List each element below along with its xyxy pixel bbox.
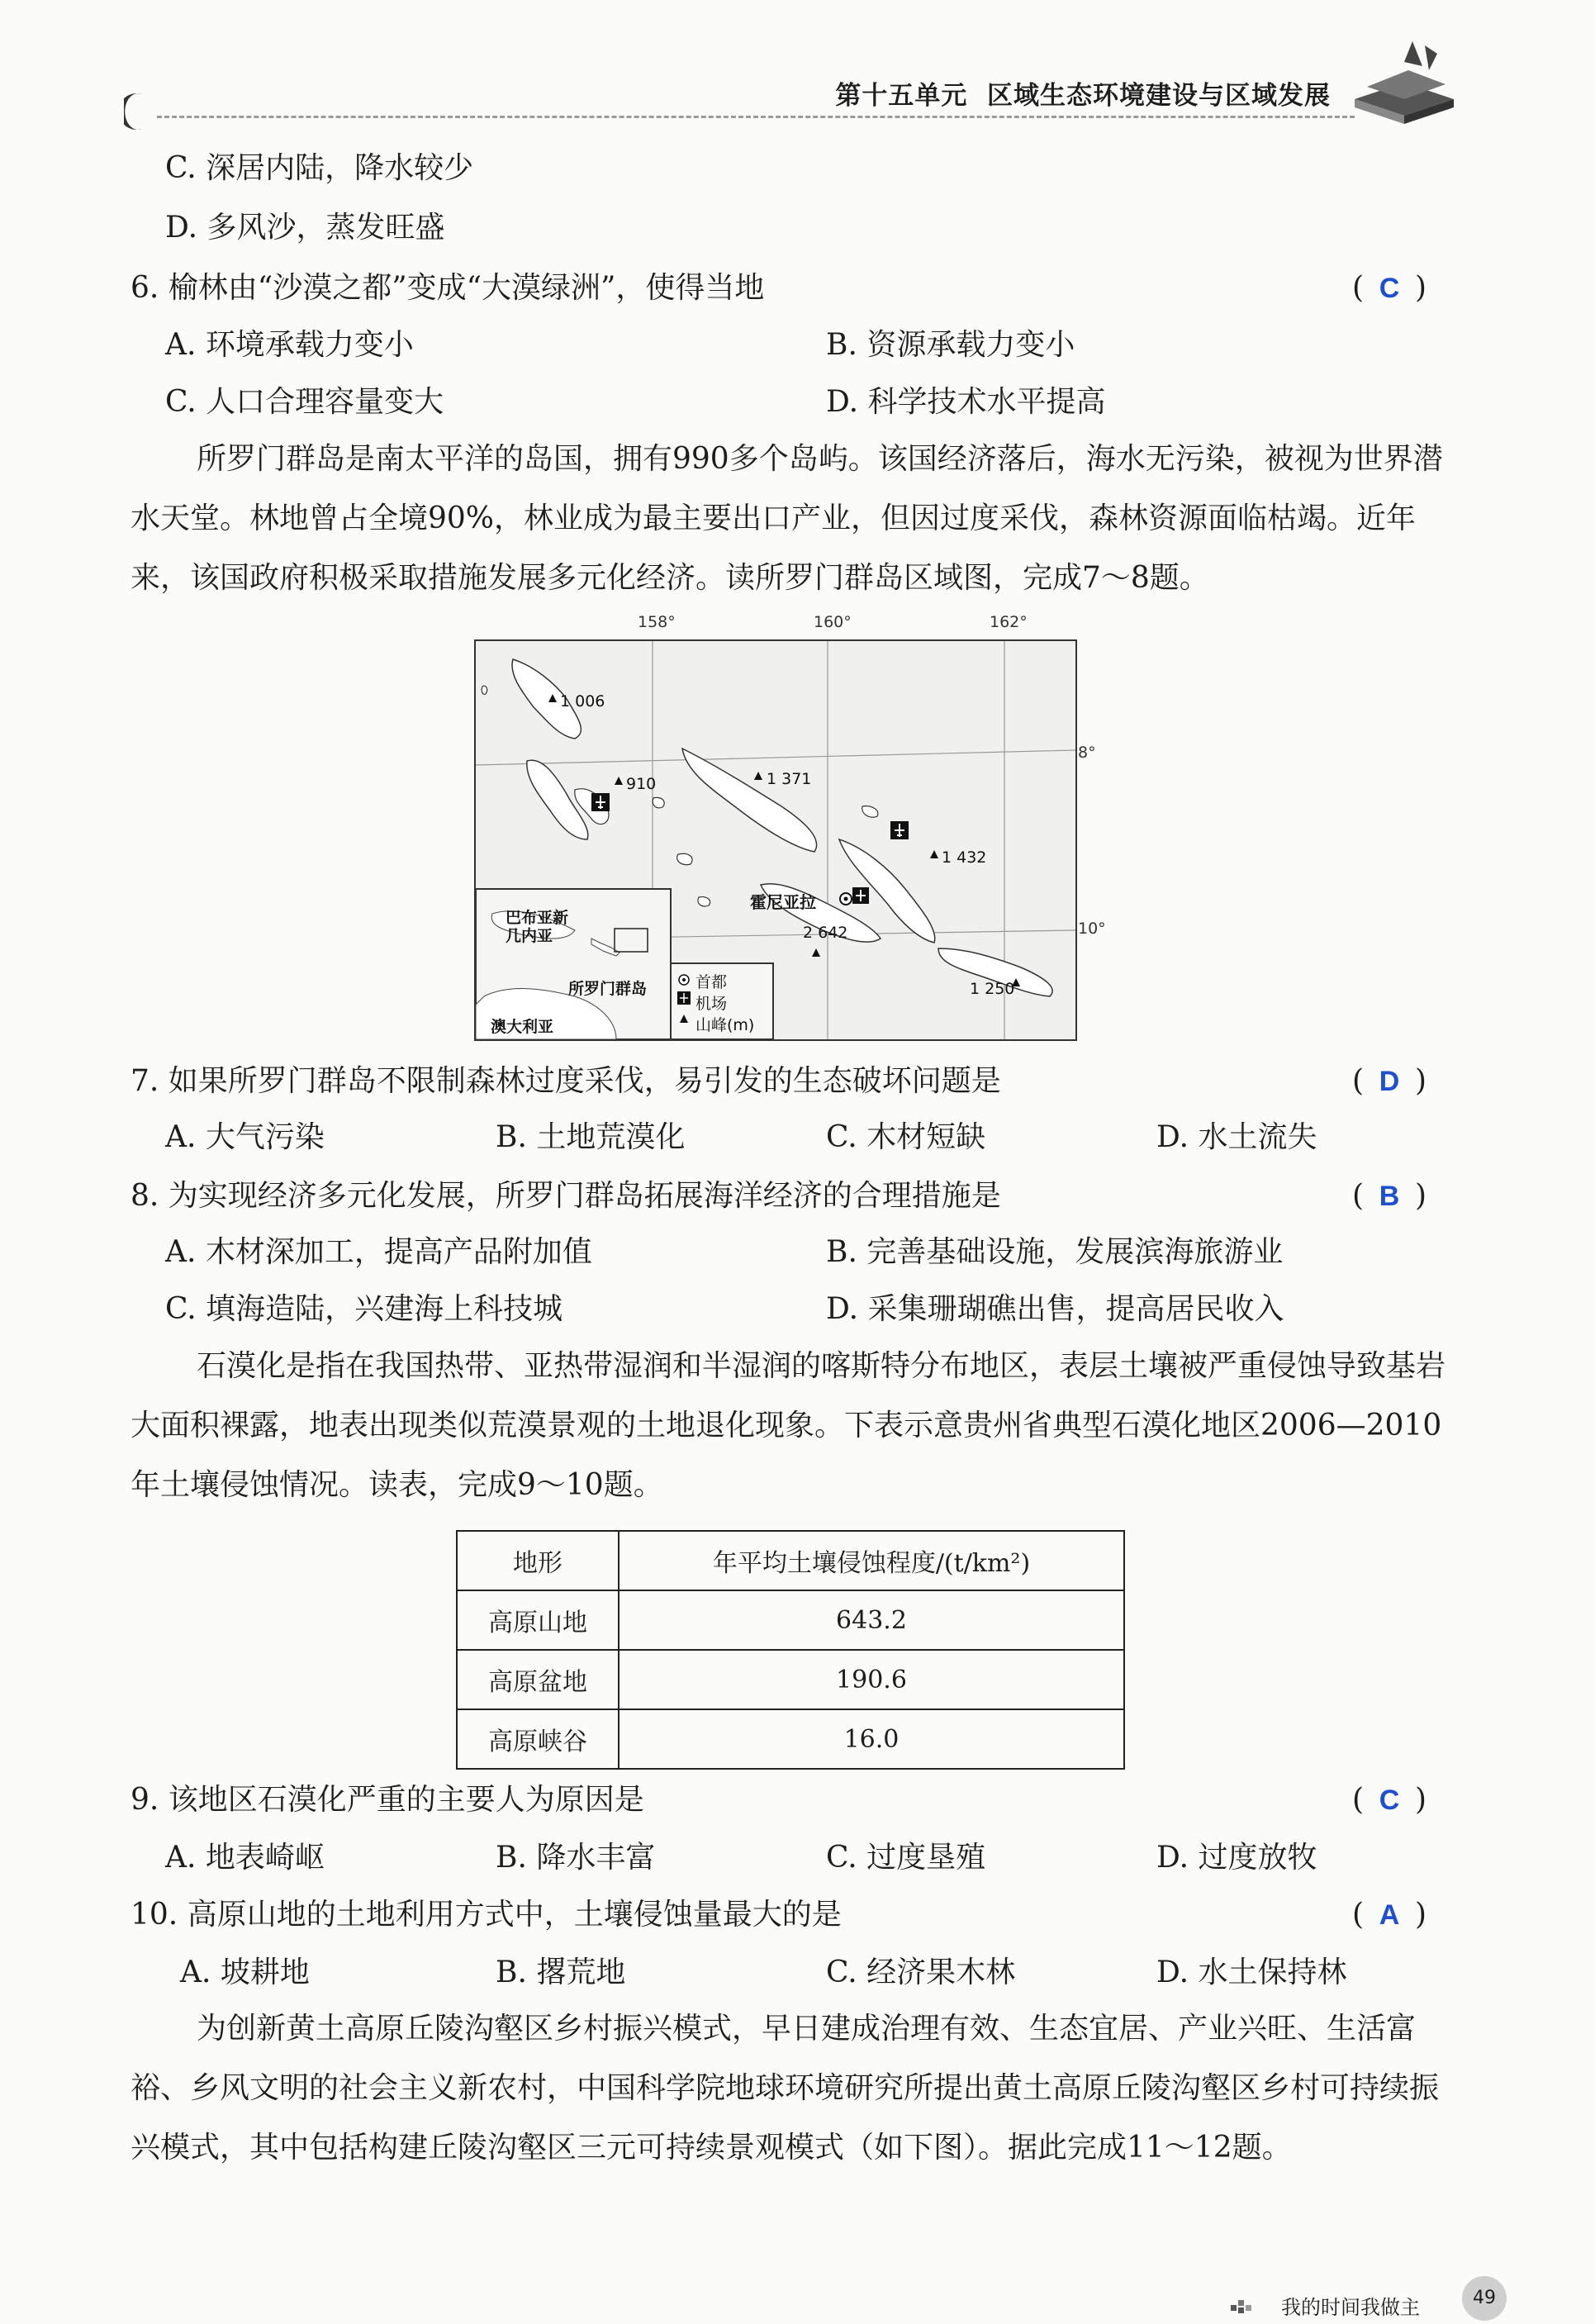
table-cell: 190.6: [619, 1650, 1124, 1709]
q5-option-c: C. 深居内陆，降水较少: [165, 151, 474, 185]
q7-option-b: B. 土地荒漠化: [496, 1120, 686, 1154]
q10-answer-value: A: [1379, 1899, 1400, 1931]
books-icon: [1346, 33, 1462, 132]
legend-capital: 首都: [695, 973, 728, 991]
q9-option-a: A. 地表崎岖: [165, 1841, 325, 1875]
q8-answer-value: B: [1379, 1181, 1400, 1212]
q9-option-b: B. 降水丰富: [496, 1841, 656, 1875]
q10-stem: 10. 高原山地的土地利用方式中，土壤侵蚀量最大的是: [131, 1898, 842, 1932]
q6-option-a: A. 环境承载力变小: [165, 328, 414, 362]
table-cell: 高原盆地: [457, 1650, 619, 1709]
q9-option-c: C. 过度垦殖: [826, 1841, 986, 1875]
passage-karst: 石漠化是指在我国热带、亚热带湿润和半湿润的喀斯特分布地区，表层土壤被严重侵蚀导致基岩大面积裸露，地表出现类似荒漠景观的土地退化现象。下表示意贵州省典型石漠化地区2006—2010年土壤侵蚀情况。读表，完成9～10题。: [131, 1349, 1446, 1502]
table-header-row: [457, 1531, 1124, 1590]
header-rule: [157, 116, 1355, 118]
peak-label-1006: 1 006: [560, 692, 605, 711]
table-cell: 高原山地: [457, 1590, 619, 1650]
table-cell: 高原峡谷: [457, 1709, 619, 1769]
header-unit-title: 区域生态环境建设与区域发展: [987, 81, 1331, 111]
passage-loess: 为创新黄土高原丘陵沟壑区乡村振兴模式，早日建成治理有效、生态宜居、产业兴旺、生活富裕、乡风文明的社会主义新农村，中国科学院地球环境研究所提出黄土高原丘陵沟壑区乡村可持续振兴模式，其中包括构建丘陵沟壑区三元可持续景观模式（如下图）。据此完成11～12题。: [131, 2012, 1440, 2165]
q6-stem: 6. 榆林由“沙漠之都”变成“大漠绿洲”，使得当地: [131, 271, 765, 305]
peak-label-910: 910: [626, 775, 657, 793]
table-row: [457, 1650, 1124, 1709]
footer-dots-icon: [1231, 2295, 1256, 2315]
q8-stem: 8. 为实现经济多元化发展，所罗门群岛拓展海洋经济的合理措施是: [131, 1179, 1001, 1213]
footer-motto: 我的时间我做主: [1281, 2296, 1420, 2319]
header-moon-icon: [124, 93, 152, 131]
inset-label-solomon: 所罗门群岛: [568, 980, 648, 998]
erosion-table: [456, 1530, 1125, 1770]
q10-option-c: C. 经济果木林: [826, 1956, 1016, 1989]
table-row: [457, 1709, 1124, 1769]
q9-option-d: D. 过度放牧: [1156, 1841, 1317, 1875]
page-number: 49: [1462, 2276, 1507, 2321]
header-title: [835, 74, 1331, 112]
peak-label-1432: 1 432: [942, 848, 987, 867]
inset-label-australia: 澳大利亚: [491, 1018, 554, 1036]
map-lat-10: 10°: [1078, 920, 1106, 938]
map-lat-8: 8°: [1078, 744, 1096, 762]
legend-airport: 机场: [695, 995, 728, 1013]
q8-option-a: A. 木材深加工，提高产品附加值: [165, 1235, 592, 1269]
header-unit: 第十五单元: [835, 81, 968, 111]
q6-option-d: D. 科学技术水平提高: [826, 385, 1106, 419]
q7-option-d: D. 水土流失: [1156, 1120, 1317, 1154]
q10-option-b: B. 撂荒地: [496, 1956, 626, 1989]
peak-label-1250: 1 250: [970, 980, 1015, 998]
table-cell: 16.0: [619, 1709, 1124, 1769]
q9-stem: 9. 该地区石漠化严重的主要人为原因是: [131, 1783, 644, 1817]
q7-answer-value: D: [1379, 1066, 1400, 1097]
q6-answer: ( C ): [1352, 269, 1426, 308]
q7-stem: 7. 如果所罗门群岛不限制森林过度采伐，易引发的生态破坏问题是: [131, 1064, 1001, 1098]
capital-label: 霍尼亚拉: [750, 892, 816, 912]
q7-option-a: A. 大气污染: [165, 1120, 325, 1154]
table-header-erosion: 年平均土壤侵蚀程度/(t/km²): [619, 1531, 1124, 1590]
q5-option-d: D. 多风沙，蒸发旺盛: [165, 211, 445, 245]
q10-answer: ( A ): [1352, 1895, 1426, 1935]
q6-option-b: B. 资源承载力变小: [826, 328, 1075, 362]
q9-answer-value: C: [1379, 1785, 1400, 1816]
q8-answer: ( B ): [1352, 1176, 1426, 1216]
q6-answer-value: C: [1379, 273, 1400, 304]
map-lon-160: 160°: [814, 613, 852, 631]
peak-label-2642: 2 642: [803, 924, 848, 942]
q8-option-b: B. 完善基础设施，发展滨海旅游业: [826, 1235, 1284, 1269]
map-lon-162: 162°: [990, 613, 1028, 631]
table-header-landform: 地形: [457, 1531, 619, 1590]
q7-option-c: C. 木材短缺: [826, 1120, 986, 1154]
table-row: [457, 1590, 1124, 1650]
q7-answer: ( D ): [1352, 1062, 1426, 1101]
peak-label-1371: 1 371: [767, 770, 812, 788]
q9-answer: ( C ): [1352, 1780, 1426, 1820]
passage-solomon: 所罗门群岛是南太平洋的岛国，拥有990多个岛屿。该国经济落后，海水无污染，被视为世界潜水天堂。林地曾占全境90%，林业成为最主要出口产业，但因过度采伐，森林资源面临枯竭。近年来，该国政府积极采取措施发展多元化经济。读所罗门群岛区域图，完成7～8题。: [131, 442, 1443, 595]
q8-option-d: D. 采集珊瑚礁出售，提高居民收入: [826, 1292, 1284, 1326]
map-lon-158: 158°: [638, 613, 676, 631]
q6-option-c: C. 人口合理容量变大: [165, 385, 444, 419]
q8-option-c: C. 填海造陆，兴建海上科技城: [165, 1292, 563, 1326]
q10-option-a: A. 坡耕地: [180, 1956, 310, 1989]
legend-peak: 山峰(m): [695, 1016, 755, 1034]
table-cell: 643.2: [619, 1590, 1124, 1650]
solomon-map: [474, 639, 1077, 1041]
inset-label-png: 巴布亚新几内亚: [506, 909, 569, 945]
q10-option-d: D. 水土保持林: [1156, 1956, 1347, 1989]
